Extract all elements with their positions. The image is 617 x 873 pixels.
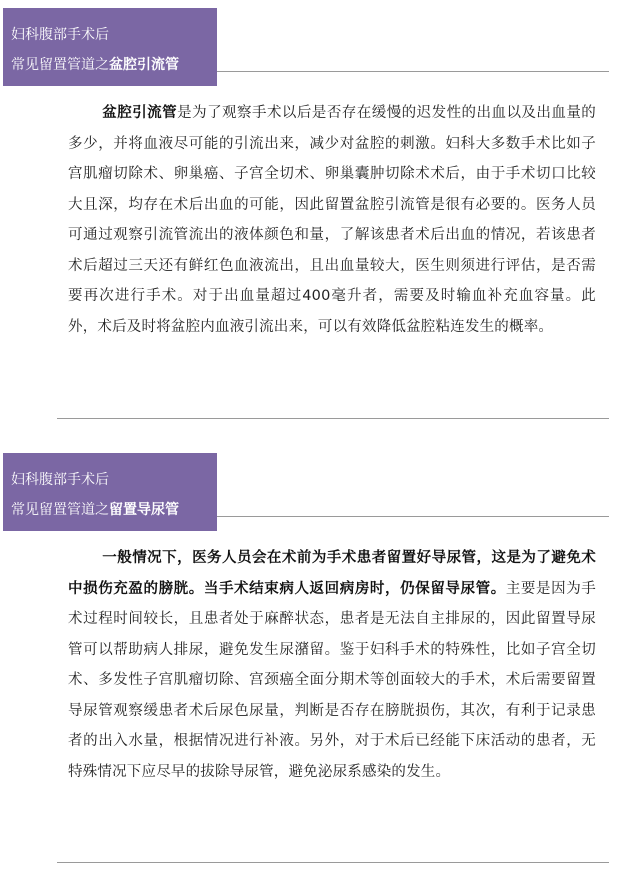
section-label-prefix: 常见留置管道之 [11,502,109,518]
section-urinary-catheter [0,453,617,787]
section-label-prefix: 常见留置管道之 [11,57,109,73]
section-label-topic: 留置导尿管 [109,502,179,518]
header-divider [217,71,609,72]
section-pelvic-drain [0,8,617,342]
body-bold-lead: 盆腔引流管 [102,105,178,121]
section-label-line2 [11,50,217,80]
section-label-line1: 妇科腹部手术后 [11,27,109,43]
section-label [3,8,217,86]
section-bottom-divider [57,418,609,419]
section-body [68,543,596,787]
section-header [0,453,617,531]
section-label [3,453,217,531]
section-body [68,98,596,342]
body-paragraph: 主要是因为手术过程时间较长，且患者处于麻醉状态，患者是无法自主排尿的，因此留置导尿管可以帮助病人排尿，避免发生尿潴留。鉴于妇科手术的特殊性，比如子宫全切术、多发性子宫肌瘤切除、宫颈癌全面分期术等创面较大的手术，术后需要留置导尿管观察缓患者术后尿色尿量，判断是否存在膀胱损伤，其次，有利于记录患者的出入水量，根据情况进行补液。另外，对于术后已经能下床活动的患者，无特殊情况下应尽早的拔除导尿管，避免泌尿系感染的发生。 [68,580,596,780]
section-label-line2 [11,495,217,525]
body-paragraph: 是为了观察手术以后是否存在缓慢的迟发性的出血以及出血量的多少，并将血液尽可能的引流出来，减少对盆腔的刺激。妇科大多数手术比如子宫肌瘤切除术、卵巢癌、子宫全切术、卵巢囊肿切除术术后，由于手术切口比较大且深，均存在术后出血的可能，因此留置盆腔引流管是很有必要的。医务人员可通过观察引流管流出的液体颜色和量，了解该患者术后出血的情况，若该患者术后超过三天还有鲜红色血液流出，且出血量较大，医生则须进行评估，是否需要再次进行手术。对于出血量超过400毫升者，需要及时输血补充血容量。此外，术后及时将盆腔内血液引流出来，可以有效降低盆腔粘连发生的概率。 [68,105,596,335]
section-label-topic: 盆腔引流管 [109,57,179,73]
section-bottom-divider [57,862,609,863]
body-bold-lead: 一般情况下，医务人员会在术前为手术患者留置好导尿管，这是为了避免术中损伤充盈的膀胱。当手术结束病人返回病房时，仍保留导尿管。 [68,550,596,597]
section-header [0,8,617,86]
section-label-line1: 妇科腹部手术后 [11,472,109,488]
header-divider [217,516,609,517]
